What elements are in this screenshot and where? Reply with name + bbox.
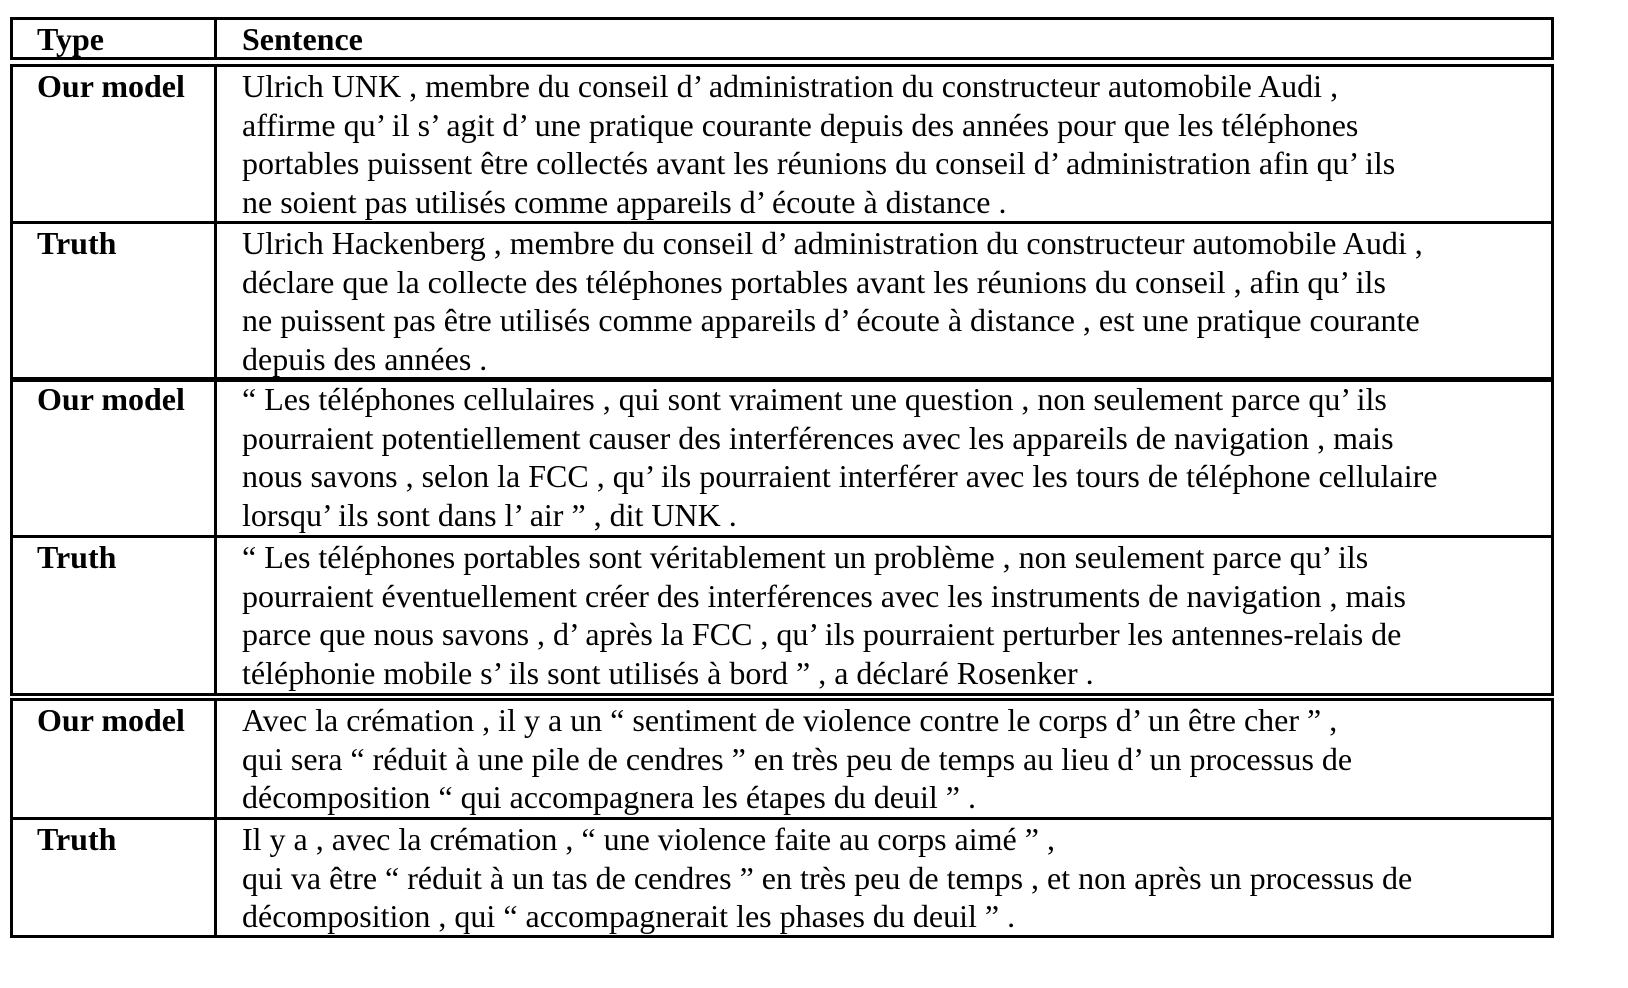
column-header-sentence: Sentence: [242, 21, 363, 57]
example-group: [10, 698, 1554, 938]
sentence-line: qui sera “ réduit à une pile de cendres ” en très peu de temps au lieu d’ un processus de: [242, 740, 1353, 777]
row-type-label: Truth: [13, 538, 217, 693]
sentence-line: parce que nous savons , d’ après la FCC , qu’ ils pourraient perturber les antennes-relais de: [242, 616, 1402, 652]
model-row: [13, 380, 1551, 535]
sentence-cell: [217, 538, 1551, 693]
sentence-cell: [217, 380, 1551, 535]
sentence-line: nous savons , selon la FCC , qu’ ils pourraient interférer avec les tours de téléphone cellulaire: [242, 458, 1438, 494]
sentence-line: décomposition , qui “ accompagnerait les phases du deuil ” .: [242, 898, 1016, 934]
sentence-line: pourraient éventuellement créer des interférences avec les instruments de navigation , mais: [242, 577, 1406, 614]
sentence-line: Ulrich UNK , membre du conseil d’ administration du constructeur automobile Audi ,: [242, 68, 1339, 104]
row-type-label: Truth: [13, 820, 217, 935]
row-type-label: Truth: [13, 224, 217, 379]
sentence-line: “ Les téléphones cellulaires , qui sont vraiment une question , non seulement parce qu’ ils: [242, 381, 1387, 417]
sentence-cell: [217, 701, 1551, 817]
sentence-cell: [217, 820, 1551, 935]
row-type-label: Our model: [13, 67, 217, 221]
sentence-line: qui va être “ réduit à un tas de cendres ” en très peu de temps , et non après un processus de: [242, 859, 1413, 896]
sentence-cell: [217, 224, 1551, 379]
header-row: [13, 20, 1551, 59]
sentence-line: affirme qu’ il s’ agit d’ une pratique courante depuis des années pour que les téléphones: [242, 106, 1359, 143]
truth-row: [13, 535, 1551, 693]
sentence-line: décomposition “ qui accompagnera les étapes du deuil ” .: [242, 779, 976, 815]
model-row: [13, 701, 1551, 817]
model-row: [13, 67, 1551, 221]
sentence-line: depuis des années .: [242, 340, 488, 377]
truth-row: [13, 221, 1551, 379]
sentence-line: déclare que la collecte des téléphones portables avant les réunions du conseil , afin qu’ ils: [242, 263, 1386, 300]
sentence-cell: [217, 67, 1551, 221]
sentence-line: ne soient pas utilisés comme appareils d’ écoute à distance .: [242, 183, 1007, 220]
table-header: [10, 17, 1554, 60]
sentence-line: portables puissent être collectés avant les réunions du conseil d’ administration afin qu’ ils: [242, 145, 1396, 181]
example-group: [10, 64, 1554, 382]
sentence-line: téléphonie mobile s’ ils sont utilisés à bord ” , a déclaré Rosenker .: [242, 654, 1094, 691]
sentence-line: Il y a , avec la crémation , “ une violence faite au corps aimé ” ,: [242, 821, 1055, 857]
sentence-line: pourraient potentiellement causer des interférences avec les appareils de navigation , mais: [242, 419, 1394, 456]
sentence-line: “ Les téléphones portables sont véritablement un problème , non seulement parce qu’ ils: [242, 539, 1369, 575]
example-group: [10, 377, 1554, 696]
row-type-label: Our model: [13, 380, 217, 535]
column-header-type: Type: [13, 20, 217, 59]
truth-row: [13, 817, 1551, 935]
sentence-line: Ulrich Hackenberg , membre du conseil d’ administration du constructeur automobile Audi ,: [242, 225, 1423, 261]
sentence-line: Avec la crémation , il y a un “ sentiment de violence contre le corps d’ un être cher ” ,: [242, 702, 1338, 738]
sentence-line: ne puissent pas être utilisés comme appareils d’ écoute à distance , est une pratique courante: [242, 302, 1420, 338]
row-type-label: Our model: [13, 701, 217, 817]
sentence-line: lorsqu’ ils sont dans l’ air ” , dit UNK .: [242, 496, 737, 533]
